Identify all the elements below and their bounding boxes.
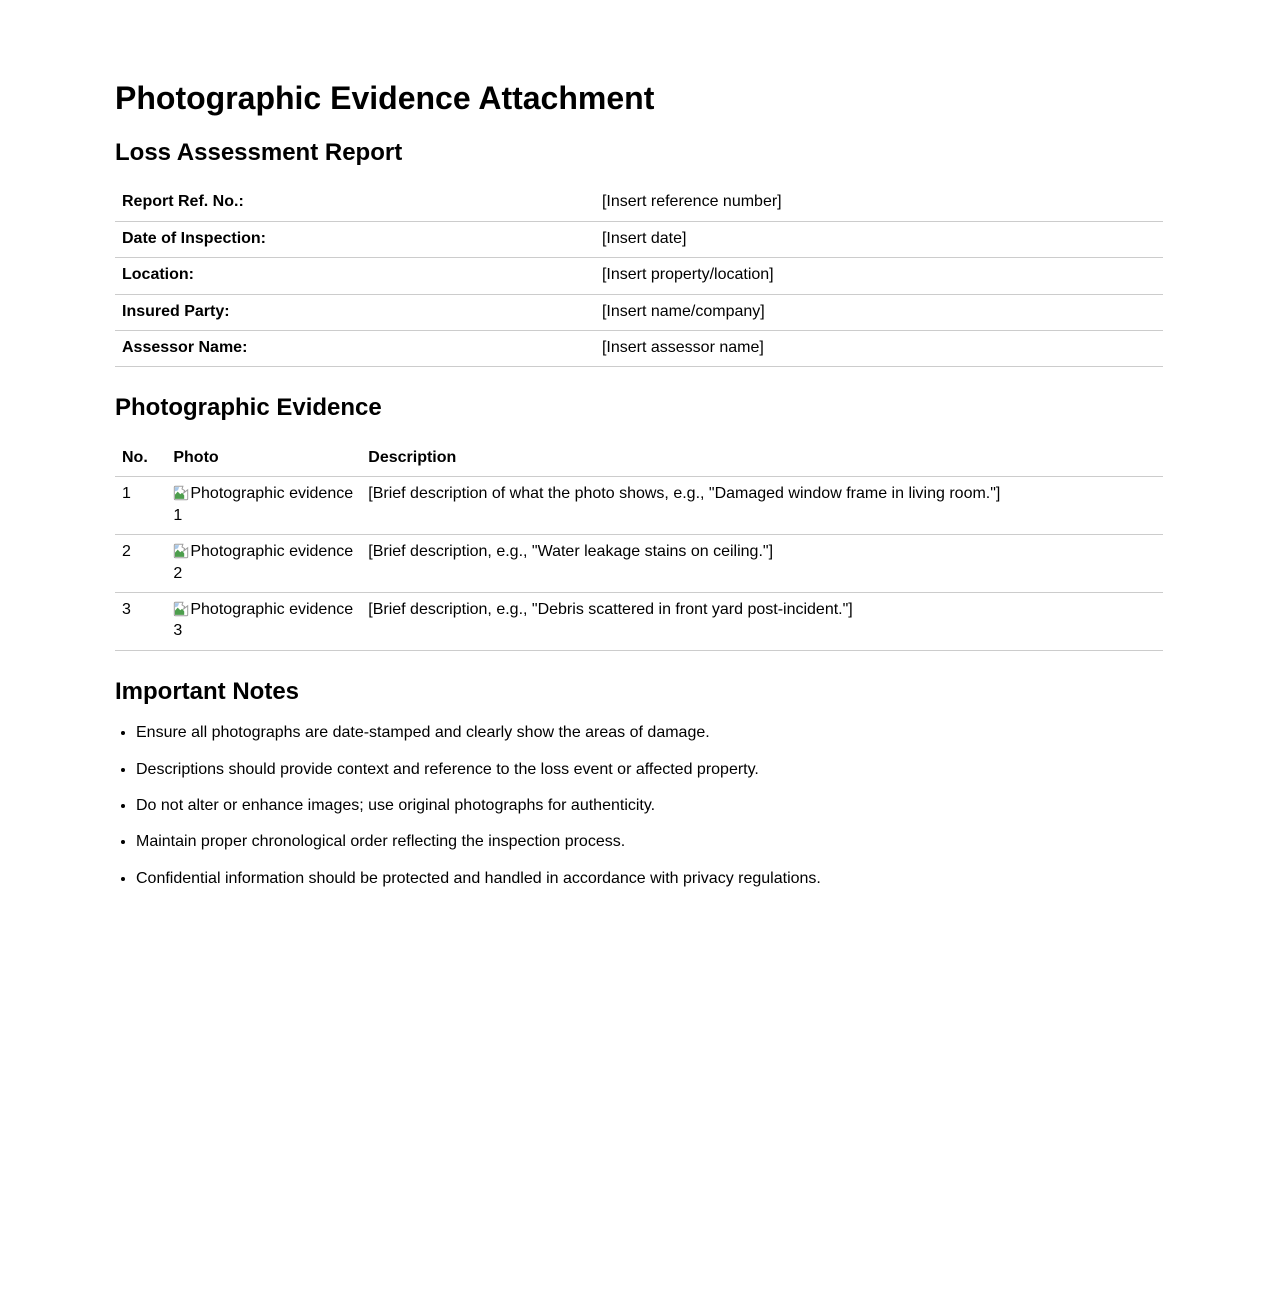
photo-description: [Brief description of what the photo shows, e.g., "Damaged window frame in living room."] <box>361 477 1163 535</box>
note-item: • Maintain proper chronological order reflecting the inspection process. <box>136 833 1163 851</box>
table-header-row <box>115 441 1163 477</box>
report-label-ref-no: Report Ref. No.: <box>115 185 595 221</box>
section-heading-important-notes: Important Notes <box>115 677 300 705</box>
photo-alt-text: Photographic evidence 1 <box>173 485 354 524</box>
table-row <box>115 330 1163 366</box>
photo-cell <box>166 592 361 650</box>
table-row <box>115 185 1163 221</box>
report-label-location: Location: <box>115 258 595 294</box>
report-value-insured-party: [Insert name/company] <box>595 294 1163 330</box>
report-value-inspection-date: [Insert date] <box>595 221 1163 257</box>
photo-alt-text: Photographic evidence 2 <box>173 543 354 582</box>
photo-description: [Brief description, e.g., "Debris scattered in front yard post-incident."] <box>361 592 1163 650</box>
broken-image-icon <box>173 543 189 564</box>
photo-cell <box>166 535 361 593</box>
photo-row-number: 3 <box>115 592 166 650</box>
note-item: • Confidential information should be protected and handled in accordance with privacy regulations. <box>136 870 1163 888</box>
broken-image-icon <box>173 601 189 622</box>
broken-image-icon <box>173 485 189 506</box>
section-heading-loss-assessment: Loss Assessment Report <box>115 138 403 166</box>
report-value-ref-no: [Insert reference number] <box>595 185 1163 221</box>
note-item: • Ensure all photographs are date-stamped and clearly show the areas of damage. <box>136 724 1163 742</box>
column-header-photo: Photo <box>166 441 361 477</box>
report-value-assessor-name: [Insert assessor name] <box>595 330 1163 366</box>
page-title: Photographic Evidence Attachment <box>115 80 655 116</box>
table-row <box>115 221 1163 257</box>
report-details-table <box>115 185 1163 367</box>
note-item: • Descriptions should provide context and reference to the loss event or affected property. <box>136 761 1163 779</box>
table-row <box>115 258 1163 294</box>
important-notes-list <box>115 724 1163 888</box>
section-heading-photographic-evidence: Photographic Evidence <box>115 394 382 422</box>
photo-evidence-table <box>115 441 1163 651</box>
table-row <box>115 477 1163 535</box>
report-label-insured-party: Insured Party: <box>115 294 595 330</box>
report-label-assessor-name: Assessor Name: <box>115 330 595 366</box>
photo-alt-text: Photographic evidence 3 <box>173 600 354 640</box>
note-item: • Do not alter or enhance images; use original photographs for authenticity. <box>136 797 1163 815</box>
document-page <box>115 0 1163 888</box>
report-value-location: [Insert property/location] <box>595 258 1163 294</box>
table-row <box>115 294 1163 330</box>
photo-description: [Brief description, e.g., "Water leakage stains on ceiling."] <box>361 535 1163 593</box>
column-header-no: No. <box>115 441 166 477</box>
photo-row-number: 2 <box>115 535 166 593</box>
photo-cell <box>166 477 361 535</box>
photo-row-number: 1 <box>115 477 166 535</box>
report-label-inspection-date: Date of Inspection: <box>115 221 595 257</box>
table-row <box>115 592 1163 650</box>
table-row <box>115 535 1163 593</box>
column-header-description: Description <box>361 441 1163 477</box>
